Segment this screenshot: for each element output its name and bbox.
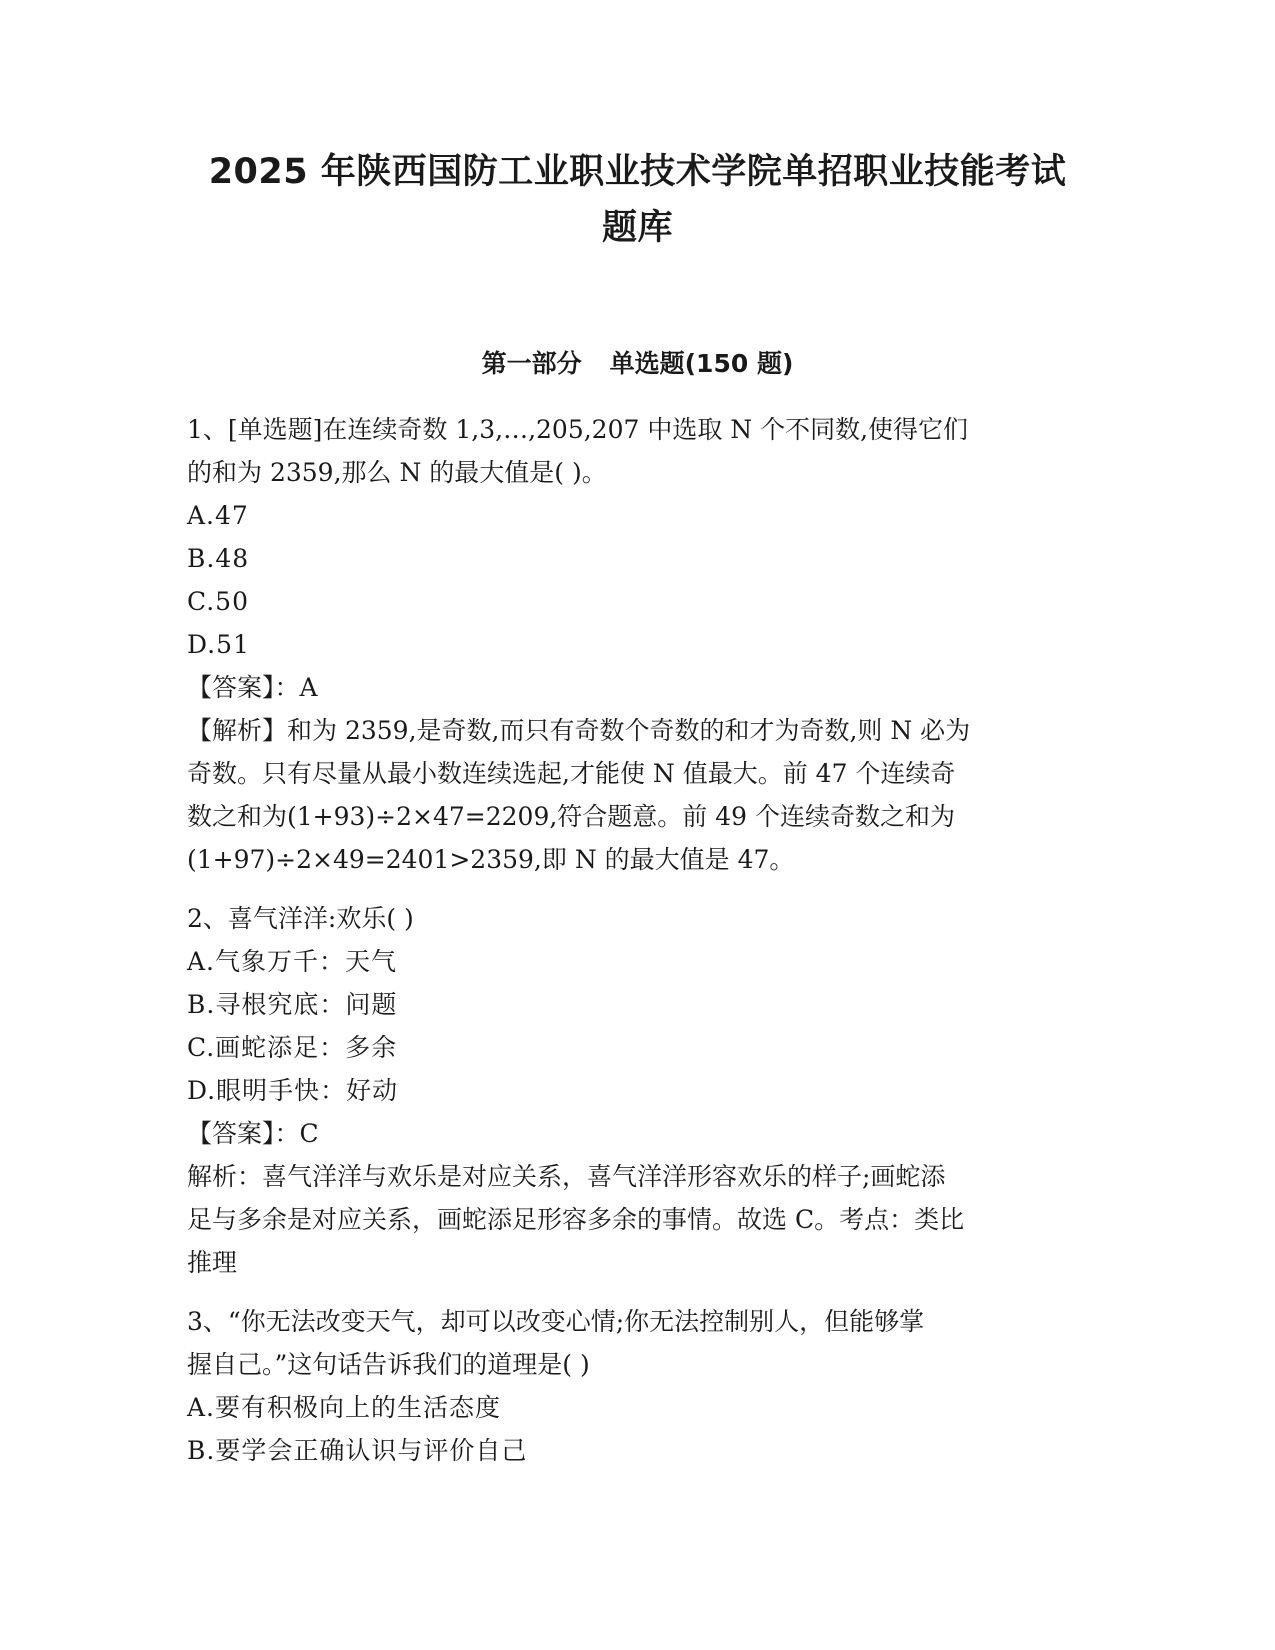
explanation-line: 【解析】和为 2359,是奇数,而只有奇数个奇数的和才为奇数,则 N 必为 [187,716,971,745]
question-list [187,408,1087,1472]
explanation-line: 解析：喜气洋洋与欢乐是对应关系，喜气洋洋形容欢乐的样子;画蛇添 [187,1162,946,1191]
option-c: C.50 [187,587,249,616]
question-stem-line: 的和为 2359,那么 N 的最大值是( )。 [187,458,607,487]
title-line-2: 题库 [601,208,673,248]
option-b: B.要学会正确认识与评价自己 [187,1436,528,1465]
question-3 [187,1300,1087,1472]
explanation-line: 数之和为(1+93)÷2×47=2209,符合题意。前 49 个连续奇数之和为 [187,802,956,831]
explanation-line: 奇数。只有尽量从最小数连续选起,才能使 N 值最大。前 47 个连续奇 [187,759,956,788]
answer: 【答案】：A [187,673,318,702]
section-name: 单选题(150 题) [609,349,794,378]
explanation-line: 足与多余是对应关系，画蛇添足形容多余的事情。故选 C。考点：类比 [187,1205,965,1234]
section-part: 第一部分 [481,349,582,378]
option-d: D.51 [187,630,250,659]
option-c: C.画蛇添足：多余 [187,1033,398,1062]
question-stem-line: 1、[单选题]在连续奇数 1,3,…,205,207 中选取 N 个不同数,使得它们 [187,415,969,444]
option-d: D.眼明手快：好动 [187,1076,399,1105]
explanation-line: 推理 [187,1248,238,1277]
explanation-line: (1+97)÷2×49=2401>2359,即 N 的最大值是 47。 [187,845,795,874]
section-heading [160,347,1115,381]
document-title [160,144,1115,256]
option-b: B.寻根究底：问题 [187,990,398,1019]
option-b: B.48 [187,544,250,573]
question-stem-line: 3、“你无法改变天气，却可以改变心情;你无法控制别人，但能够掌 [187,1307,925,1336]
question-stem-line: 2、喜气洋洋:欢乐( ) [187,904,414,933]
option-a: A.气象万千：天气 [187,947,398,976]
question-1 [187,408,1087,881]
option-a: A.要有积极向上的生活态度 [187,1393,502,1422]
option-a: A.47 [187,501,249,530]
title-line-1: 2025 年陕西国防工业职业技术学院单招职业技能考试 [208,152,1067,192]
answer: 【答案】：C [187,1119,319,1148]
question-stem-line: 握自己。”这句话告诉我们的道理是( ) [187,1350,590,1379]
question-2 [187,897,1087,1284]
